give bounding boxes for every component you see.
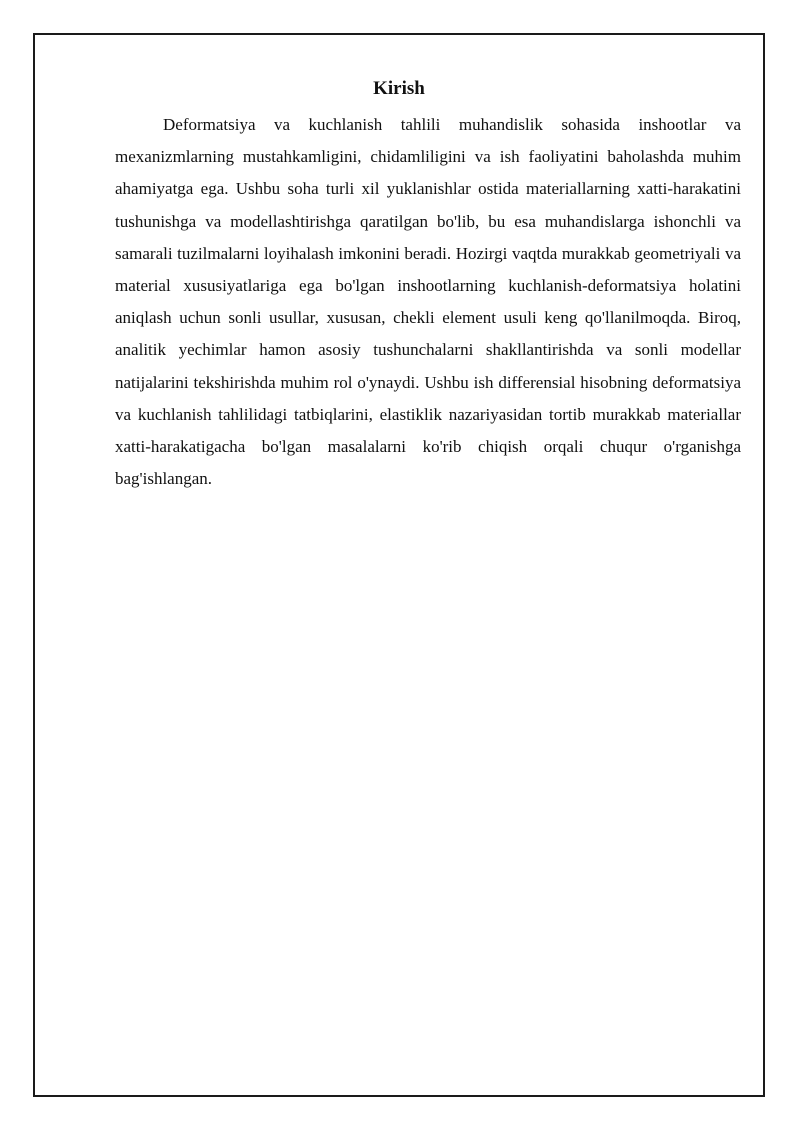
intro-paragraph: Deformatsiya va kuchlanish tahlili muhandislik sohasida inshootlar va mexanizmlarning mustahkamligini, chidamliligini va ish faoliyatini baholashda muhim ahamiyatga ega. Ushbu soha turli xil yuklanishlar ostida materiallarning xatti-harakatini tushunishga va modellashtirishga qaratilgan bo'lib, bu esa muhandislarga ishonchli va samarali tuzilmalarni loyihalash imkonini beradi. Hozirgi vaqtda murakkab geometriyali va material xususiyatlariga ega bo'lgan inshootlarning kuchlanish-deformatsiya holatini aniqlash uchun sonli usullar, xususan, chekli element usuli keng qo'llanilmoqda. Biroq, analitik yechimlar hamon asosiy tushunchalarni shakllantirishda va sonli modellar natijalarini tekshirishda muhim rol o'ynaydi. Ushbu ish differensial hisobning deformatsiya va kuchlanish tahlilidagi tatbiqlarini, elastiklik nazariyasidan tortib murakkab materiallar xatti-harakatigacha bo'lgan masalalarni ko'rib chiqish orqali chuqur o'rganishga bag'ishlangan. [115, 115, 741, 489]
page-border [33, 33, 765, 1097]
page-title: Kirish [373, 78, 425, 99]
